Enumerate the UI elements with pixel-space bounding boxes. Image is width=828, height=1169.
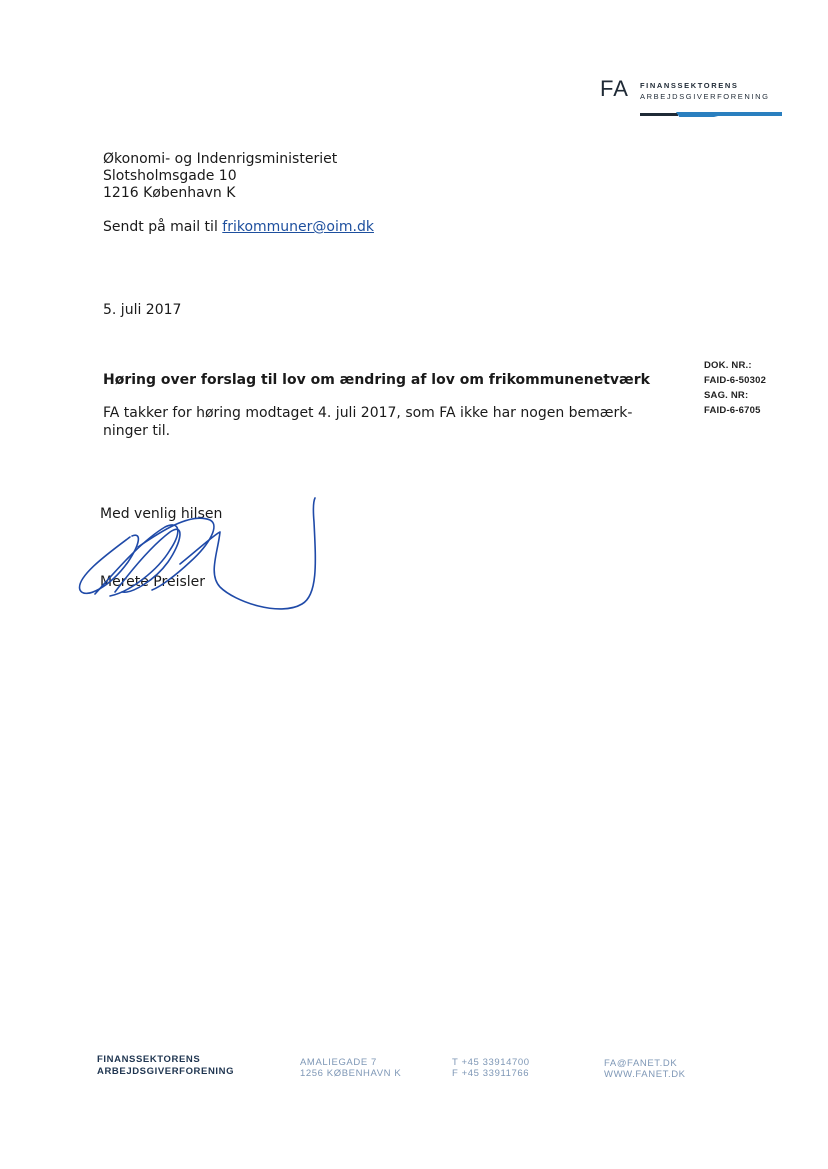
body-line-1: FA takker for høring modtaget 4. juli 2017, som FA ikke har nogen bemærk- xyxy=(103,405,633,421)
logo-abbreviation: FA xyxy=(600,76,629,101)
body-line-2: ninger til. xyxy=(103,423,171,439)
footer-org-line1: FINANSSEKTORENS xyxy=(97,1054,201,1065)
footer-address-city: 1256 KØBENHAVN K xyxy=(300,1068,402,1079)
case-number-label: SAG. NR: xyxy=(704,390,749,401)
logo-text-line1: FINANSSEKTORENS xyxy=(640,81,739,90)
doc-number-value: FAID-6-50302 xyxy=(704,375,767,386)
recipient-street: Slotsholmsgade 10 xyxy=(103,168,237,184)
logo-bar xyxy=(640,112,782,117)
letter-date: 5. juli 2017 xyxy=(103,302,182,318)
footer-org-line2: ARBEJDSGIVERFORENING xyxy=(97,1066,235,1077)
letter-subject: Høring over forslag til lov om ændring af lov om frikommunenetværk xyxy=(103,372,650,388)
recipient-email-link[interactable]: frikommuner@oim.dk xyxy=(222,219,374,235)
footer-email[interactable]: FA@FANET.DK xyxy=(604,1058,678,1069)
footer-phone: T +45 33914700 xyxy=(452,1057,530,1068)
doc-number-label: DOK. NR.: xyxy=(704,360,752,371)
logo-bar-blue xyxy=(676,112,782,117)
sent-prefix: Sendt på mail til xyxy=(103,219,223,235)
closing-greeting: Med venlig hilsen xyxy=(100,506,223,522)
sent-line xyxy=(103,219,374,235)
handwritten-signature xyxy=(70,492,330,622)
signature-strokes xyxy=(80,498,316,609)
footer-address-street: AMALIEGADE 7 xyxy=(300,1057,377,1068)
footer-website[interactable]: WWW.FANET.DK xyxy=(604,1069,686,1080)
case-number-value: FAID-6-6705 xyxy=(704,405,761,416)
signer-name: Merete Preisler xyxy=(100,574,206,590)
footer-fax: F +45 33911766 xyxy=(452,1068,530,1079)
logo-text-line2: ARBEJDSGIVERFORENING xyxy=(640,92,770,101)
recipient-city: 1216 København K xyxy=(103,185,236,201)
logo-bar-dark xyxy=(640,113,678,116)
recipient-name: Økonomi- og Indenrigsministeriet xyxy=(103,151,338,167)
